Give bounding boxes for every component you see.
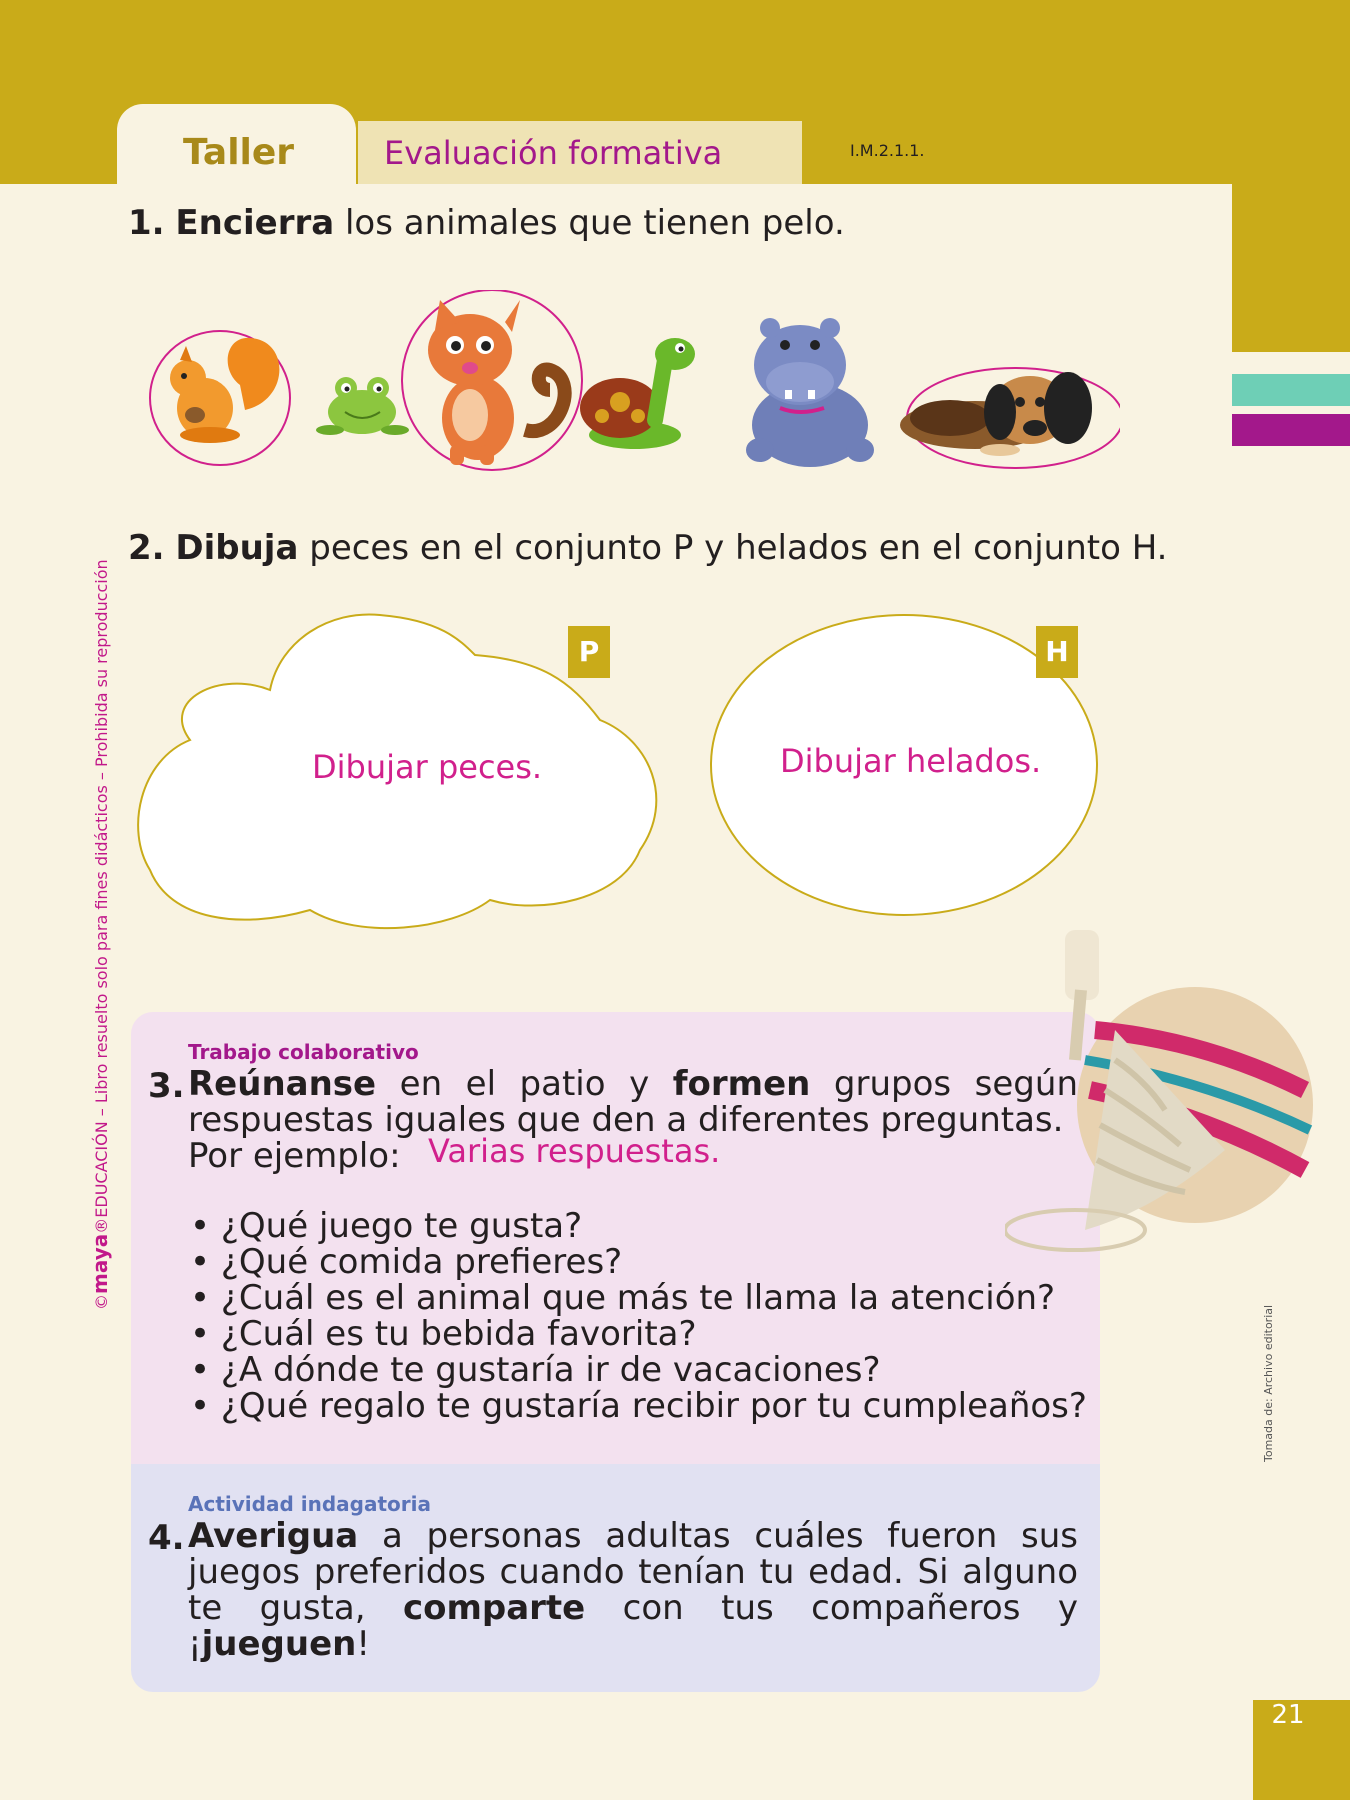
question-4: Averigua a personas adultas cuáles fueron sus juegos preferidos cuando tenían tu edad. Si alguno te gusta, comparte con tus compañeros y ¡jueguen! bbox=[188, 1516, 1078, 1664]
list-item: • ¿Cuál es tu bebida favorita? bbox=[190, 1316, 1090, 1352]
evaluation-tab bbox=[358, 121, 802, 184]
list-item: • ¿A dónde te gustaría ir de vacaciones? bbox=[190, 1352, 1090, 1388]
section-title: Evaluación formativa bbox=[384, 134, 723, 172]
q3-questions bbox=[190, 1208, 1090, 1424]
set-p-answer: Dibujar peces. bbox=[312, 748, 543, 786]
side-band bbox=[1232, 0, 1350, 352]
magenta-stripe bbox=[1232, 414, 1350, 446]
dog-icon bbox=[900, 368, 1120, 468]
frog-icon bbox=[316, 377, 409, 435]
q4-number: 4. bbox=[148, 1518, 185, 1558]
collaborative-subtitle: Trabajo colaborativo bbox=[188, 1040, 419, 1064]
cat-icon bbox=[402, 290, 582, 470]
inquiry-subtitle: Actividad indagatoria bbox=[188, 1492, 431, 1516]
question-3: Reúnanse en el patio y formen grupos según respuestas iguales que den a diferentes preguntas. Por ejemplo: bbox=[188, 1064, 1078, 1176]
image-credit: Tomada de: Archivo editorial bbox=[1262, 1304, 1275, 1462]
brand-name: maya bbox=[88, 1233, 112, 1294]
teal-stripe bbox=[1232, 374, 1350, 406]
set-h-label: H bbox=[1036, 626, 1078, 678]
q3-answer: Varias respuestas. bbox=[428, 1132, 721, 1170]
turtle-icon bbox=[580, 338, 695, 449]
list-item: • ¿Qué comida prefieres? bbox=[190, 1244, 1090, 1280]
list-item: • ¿Cuál es el animal que más te llama la atención? bbox=[190, 1280, 1090, 1316]
set-p-label: P bbox=[568, 626, 610, 678]
animals-row bbox=[140, 290, 1120, 480]
hippo-icon bbox=[746, 318, 874, 467]
page-number: 21 bbox=[1271, 1700, 1305, 1730]
q3-number: 3. bbox=[148, 1066, 185, 1106]
set-h-answer: Dibujar helados. bbox=[780, 742, 1042, 780]
taller-title: Taller bbox=[183, 132, 295, 173]
list-item: • ¿Qué regalo te gustaría recibir por tu cumpleaños? bbox=[190, 1388, 1090, 1424]
squirrel-icon bbox=[150, 331, 290, 465]
spinning-top-image bbox=[1005, 930, 1340, 1285]
skill-code: I.M.2.1.1. bbox=[850, 141, 925, 160]
taller-tab bbox=[117, 104, 356, 184]
list-item: • ¿Qué juego te gusta? bbox=[190, 1208, 1090, 1244]
question-1: 1. Encierra los animales que tienen pelo. bbox=[128, 203, 845, 243]
copyright-vertical: ©maya®EDUCACIÓN – Libro resuelto solo para fines didácticos – Prohibida su reproducción bbox=[88, 559, 112, 1310]
question-2: 2. Dibuja peces en el conjunto P y helados en el conjunto H. bbox=[128, 528, 1168, 568]
